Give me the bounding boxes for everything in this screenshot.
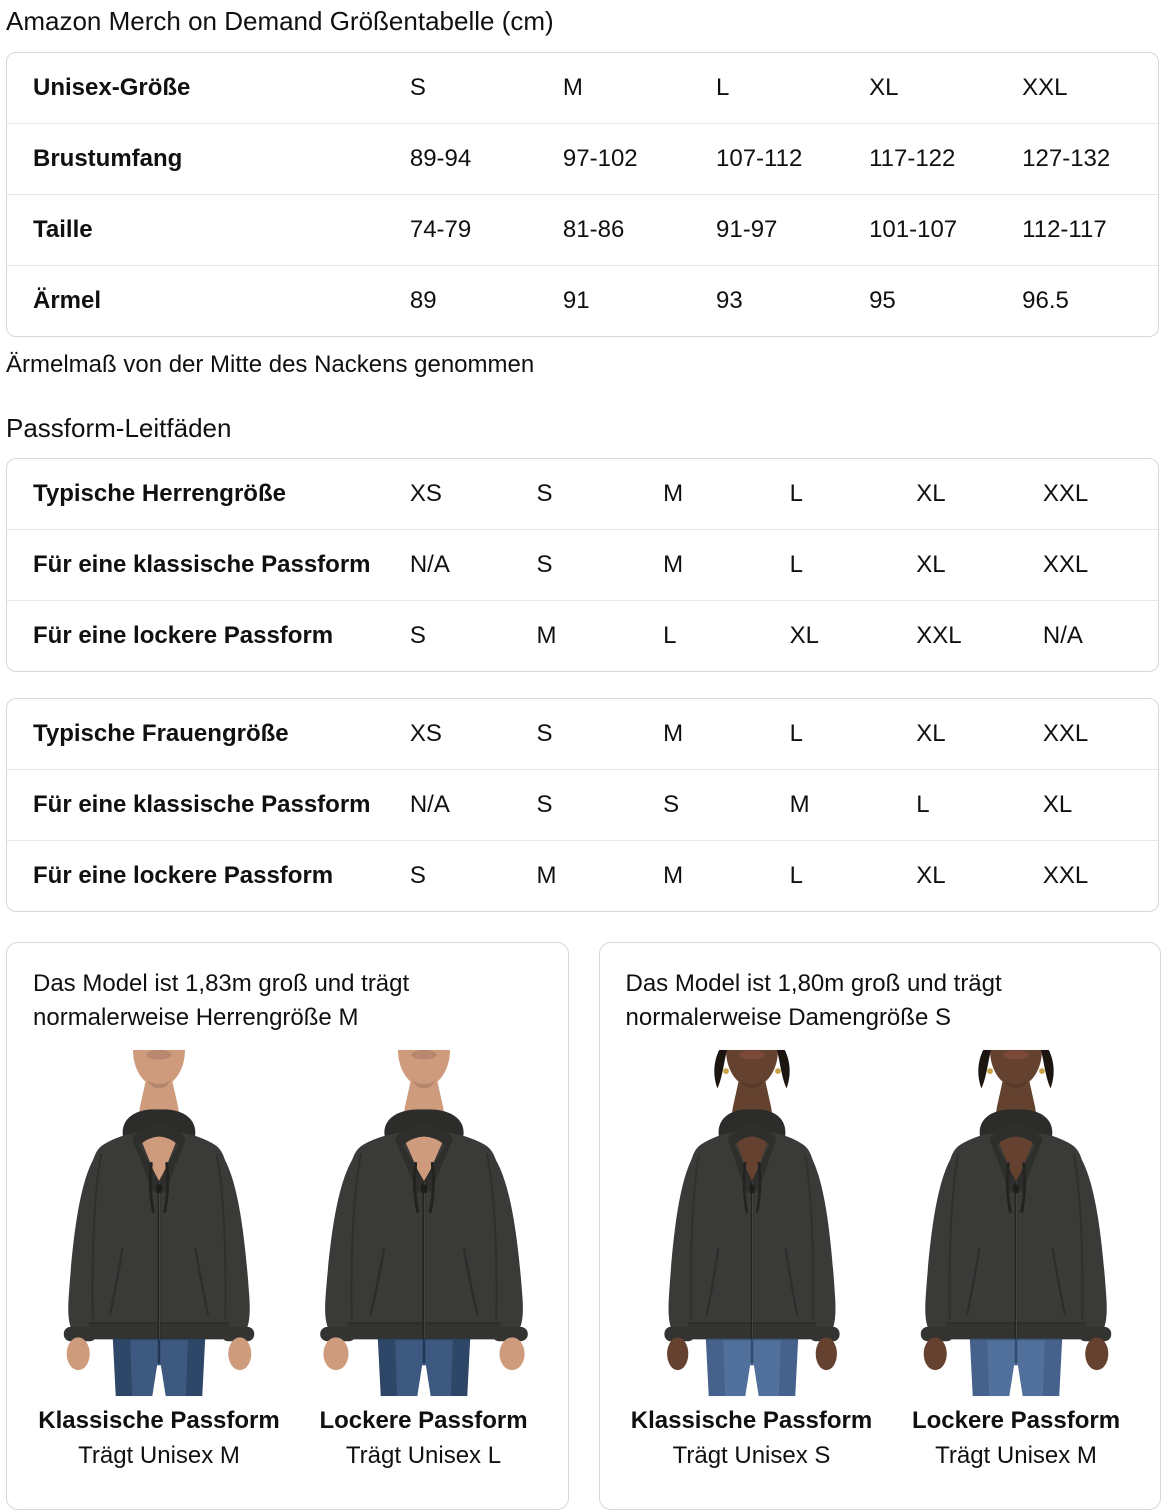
size-cell: M (536, 600, 663, 671)
size-cell: S (536, 769, 663, 840)
size-cell: XL (916, 529, 1043, 600)
size-cell: XL (869, 74, 899, 101)
size-label: Trägt Unisex M (78, 1442, 240, 1469)
size-cell: N/A (410, 769, 537, 840)
unisex-size-table (6, 52, 1159, 337)
size-cell: M (536, 840, 663, 911)
size-cell: L (716, 74, 730, 101)
size-cell: XS (409, 720, 442, 747)
model-photo-men-classic-icon (34, 1049, 284, 1397)
size-cell: S (536, 720, 553, 747)
figures-row (33, 1049, 550, 1470)
sleeve-note: Ärmelmaß von der Mitte des Nackens genommen (6, 351, 535, 378)
size-cell: 97-102 (563, 123, 716, 194)
table-row (7, 769, 1158, 840)
size-cell: XXL (1042, 720, 1089, 747)
size-cell: 74-79 (410, 194, 563, 265)
table-row (7, 699, 1158, 769)
size-cell: 89-94 (410, 123, 563, 194)
figure-women-classic (626, 1049, 878, 1470)
row-label: Typische Frauengröße (33, 720, 289, 747)
size-cell: 93 (716, 265, 869, 336)
size-cell: XL (1043, 769, 1158, 840)
size-cell: L (916, 769, 1043, 840)
size-cell: 112-117 (1022, 194, 1158, 265)
size-cell: N/A (410, 529, 537, 600)
size-cell: XXL (1043, 840, 1158, 911)
size-cell: XL (916, 480, 946, 507)
row-label: Taille (7, 194, 410, 265)
size-cell: 96.5 (1022, 265, 1158, 336)
women-fit-table (6, 698, 1159, 912)
fit-label: Klassische Passform (630, 1407, 873, 1434)
size-cell: S (410, 840, 537, 911)
table-row (7, 459, 1158, 529)
model-description: Das Model ist 1,83m groß und trägt normalerweise Herrengröße M (33, 970, 410, 1031)
fit-guides-heading: Passform-Leitfäden (6, 413, 232, 443)
model-photo-women-classic-icon (627, 1049, 877, 1397)
size-cell: S (536, 480, 553, 507)
model-card-men (6, 942, 569, 1510)
row-label: Typische Herrengröße (33, 480, 286, 507)
size-cell: 89 (410, 265, 563, 336)
model-cards (6, 942, 1161, 1510)
size-cell: 117-122 (869, 123, 1022, 194)
fit-label: Klassische Passform (38, 1407, 280, 1434)
size-cell: 91-97 (716, 194, 869, 265)
size-cell: M (663, 840, 790, 911)
size-cell: L (663, 600, 790, 671)
row-label: Unisex-Größe (33, 74, 191, 101)
size-label: Trägt Unisex L (345, 1442, 502, 1469)
model-card-women (599, 942, 1162, 1510)
row-label: Für eine lockere Passform (7, 840, 410, 911)
size-cell: N/A (1043, 600, 1158, 671)
size-cell: 101-107 (869, 194, 1022, 265)
model-photo-women-loose-icon (891, 1049, 1141, 1397)
row-label: Für eine klassische Passform (7, 769, 410, 840)
size-cell: XXL (1043, 529, 1158, 600)
row-label: Brustumfang (7, 123, 410, 194)
table-row (7, 194, 1158, 265)
fit-label: Lockere Passform (319, 1407, 528, 1434)
table-row (7, 123, 1158, 194)
table-row (7, 265, 1158, 336)
size-cell: XL (790, 600, 917, 671)
figures-row (626, 1049, 1143, 1470)
page-title: Amazon Merch on Demand Größentabelle (cm) (6, 6, 554, 36)
size-cell: S (410, 600, 537, 671)
size-cell: M (562, 74, 583, 101)
size-label: Trägt Unisex M (935, 1442, 1097, 1469)
size-cell: L (789, 720, 804, 747)
size-cell: XXL (1022, 74, 1068, 101)
model-description: Das Model ist 1,80m groß und trägt normalerweise Damengröße S (625, 970, 1002, 1031)
size-cell: 107-112 (716, 123, 869, 194)
row-label: Für eine lockere Passform (7, 600, 410, 671)
size-cell: S (409, 74, 426, 101)
size-cell: M (663, 480, 684, 507)
row-label: Für eine klassische Passform (7, 529, 410, 600)
size-cell: 91 (563, 265, 716, 336)
row-label: Ärmel (7, 265, 410, 336)
figure-women-loose (890, 1049, 1142, 1470)
size-cell: XXL (916, 600, 1043, 671)
fit-label: Lockere Passform (911, 1407, 1121, 1434)
size-cell: 127-132 (1022, 123, 1158, 194)
size-cell: 95 (869, 265, 1022, 336)
table-row (7, 529, 1158, 600)
model-photo-men-loose-icon (299, 1049, 549, 1397)
size-cell: S (663, 769, 790, 840)
size-cell: 81-86 (563, 194, 716, 265)
size-cell: L (789, 480, 804, 507)
size-cell: XL (916, 840, 1043, 911)
figure-men-classic (33, 1049, 285, 1470)
table-row (7, 53, 1158, 123)
size-label: Trägt Unisex S (672, 1442, 831, 1469)
size-cell: M (663, 720, 684, 747)
table-row (7, 840, 1158, 911)
size-cell: L (790, 840, 917, 911)
figure-men-loose (298, 1049, 550, 1470)
size-cell: M (663, 529, 790, 600)
size-cell: XS (409, 480, 442, 507)
size-cell: M (790, 769, 917, 840)
size-cell: S (536, 529, 663, 600)
size-cell: XL (916, 720, 946, 747)
men-fit-table (6, 458, 1159, 672)
size-cell: XXL (1042, 480, 1089, 507)
size-cell: L (790, 529, 917, 600)
table-row (7, 600, 1158, 671)
